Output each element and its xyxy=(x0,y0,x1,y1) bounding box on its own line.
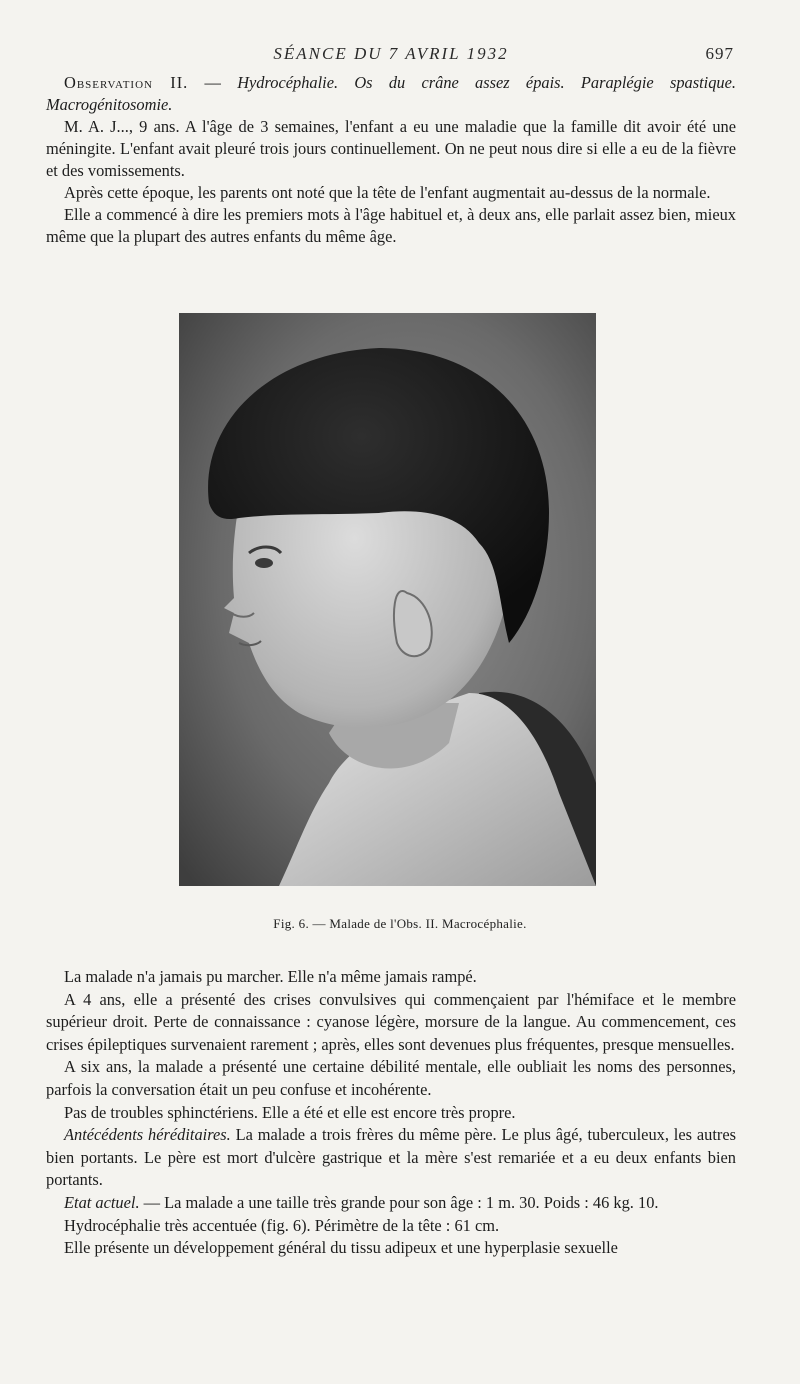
observation-title: Hydrocéphalie. Os du crâne assez épais. Paraplégie spastique. Macrogénitosomie. xyxy=(46,73,736,114)
text-block-top xyxy=(46,72,736,248)
etat-paragraph: Etat actuel. — La malade a une taille très grande pour son âge : 1 m. 30. Poids : 46 kg. 10. xyxy=(64,1192,659,1212)
etat-label: Etat actuel. xyxy=(64,1192,140,1212)
portrait-photo xyxy=(179,313,596,886)
page-content xyxy=(46,40,736,248)
paragraph: Hydrocéphalie très accentuée (fig. 6). Périmètre de la tête : 61 cm. xyxy=(64,1215,500,1235)
running-header xyxy=(46,40,736,70)
antecedents-label: Antécédents héréditaires. xyxy=(64,1125,231,1145)
text-block-bottom xyxy=(46,966,736,1260)
figure-caption: Fig. 6. — Malade de l'Obs. II. Macrocéphalie. xyxy=(273,916,527,931)
observation-label: Observation II. xyxy=(64,73,189,92)
observation-heading: Observation II. — Hydrocéphalie. Os du crâne assez épais. Paraplégie spastique. Macrogénitosomie. xyxy=(46,73,736,114)
figure-photo xyxy=(179,313,596,886)
page-number: 697 xyxy=(705,44,734,63)
paragraph: Elle présente un développement général du tissu adipeux et une hyperplasie sexuelle xyxy=(64,1238,618,1258)
running-title: SÉANCE DU 7 AVRIL 1932 xyxy=(273,44,509,63)
paragraph: Elle a commencé à dire les premiers mots à l'âge habituel et, à deux ans, elle parlait assez bien, mieux même que la plupart des autres enfants du même âge. xyxy=(46,205,736,246)
paragraph: M. A. J..., 9 ans. A l'âge de 3 semaines, l'enfant a eu une maladie que la famille dit avoir été une méningite. L'enfant avait pleuré trois jours continuellement. On ne peut nous dire si elle a eu de la fièvre et des vomissements. xyxy=(46,117,736,180)
antecedents-paragraph: Antécédents héréditaires. La malade a trois frères du même père. Le plus âgé, tuberculeux, les autres bien portants. Le père est mort d'ulcère gastrique et la mère s'est remariée et a eu deux enfants bien portants. xyxy=(46,1125,736,1190)
paragraph: A 4 ans, elle a présenté des crises convulsives qui commençaient par l'hémiface et le membre supérieur droit. Perte de connaissance : cyanose légère, morsure de la langue. Au commencement, ces crises épileptiques survenaient rarement ; après, elles sont devenues plus fréquentes, presque mensuelles. xyxy=(46,989,736,1054)
paragraph: Pas de troubles sphinctériens. Elle a été et elle est encore très propre. xyxy=(64,1102,516,1122)
paragraph: A six ans, la malade a présenté une certaine débilité mentale, elle oubliait les noms des personnes, parfois la conversation était un peu confuse et incohérente. xyxy=(46,1057,736,1099)
paragraph: Après cette époque, les parents ont noté que la tête de l'enfant augmentait au-dessus de la normale. xyxy=(64,183,711,202)
paragraph: La malade n'a jamais pu marcher. Elle n'a même jamais rampé. xyxy=(64,967,477,986)
